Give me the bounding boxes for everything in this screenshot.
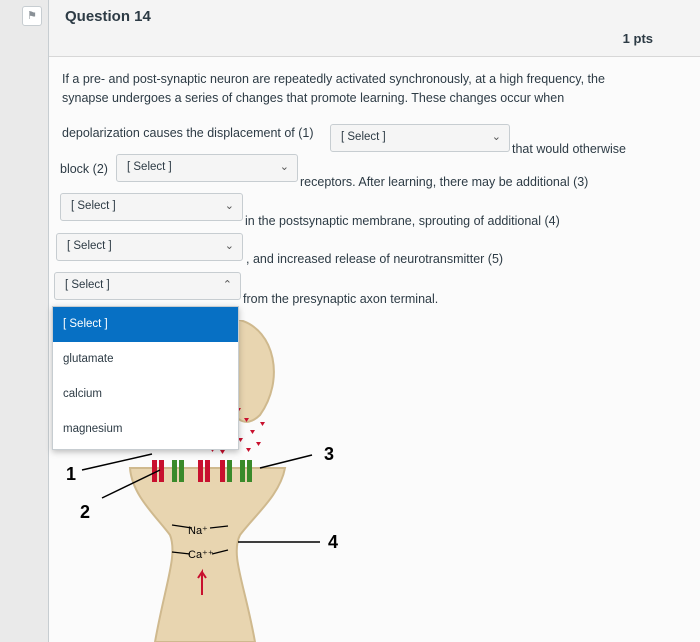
select-value: [ Select ] <box>67 240 112 252</box>
ca-label: Ca⁺⁺ <box>188 549 214 561</box>
chevron-down-icon: ⌄ <box>279 161 289 173</box>
na-label: Na⁺ <box>188 525 208 537</box>
answer-select-2[interactable] <box>116 154 298 182</box>
question-text-line: block (2) <box>60 162 108 176</box>
option-label: [ Select ] <box>63 318 108 330</box>
question-text-line: synapse undergoes a series of changes that promote learning. These changes occur when <box>62 91 565 105</box>
select-value: [ Select ] <box>127 161 172 173</box>
answer-select-1[interactable] <box>330 124 510 152</box>
option-label: glutamate <box>63 353 114 365</box>
question-text-line: in the postsynaptic membrane, sprouting of additional (4) <box>245 214 560 228</box>
chevron-down-icon: ⌄ <box>491 131 501 143</box>
question-text-line: If a pre- and post-synaptic neuron are repeatedly activated synchronously, at a high frequency, the <box>62 72 605 86</box>
option-label: calcium <box>63 388 102 400</box>
chevron-down-icon: ⌄ <box>224 200 234 212</box>
question-text-line: depolarization causes the displacement of (1) <box>62 126 314 140</box>
question-points: 1 pts <box>622 31 653 46</box>
option-select[interactable] <box>53 307 238 342</box>
select-value: [ Select ] <box>71 200 116 212</box>
select-value: [ Select ] <box>341 131 386 143</box>
select-options-list <box>52 306 239 450</box>
question-text-line: from the presynaptic axon terminal. <box>243 292 439 306</box>
figure-label-1: 1 <box>66 464 77 484</box>
answer-select-3[interactable] <box>60 193 243 221</box>
figure-label-2: 2 <box>80 502 91 522</box>
option-magnesium[interactable] <box>53 412 238 447</box>
chevron-down-icon: ⌄ <box>224 240 234 252</box>
question-header <box>49 0 700 57</box>
answer-select-5[interactable] <box>54 272 241 300</box>
option-glutamate[interactable] <box>53 342 238 377</box>
question-text-line: receptors. After learning, there may be additional (3) <box>300 175 589 189</box>
select-value: [ Select ] <box>65 279 110 291</box>
option-label: magnesium <box>63 423 123 435</box>
question-title: Question 14 <box>65 8 151 25</box>
question-text-line: that would otherwise <box>512 142 626 156</box>
figure-label-4: 4 <box>328 532 339 552</box>
chevron-up-icon: ⌃ <box>222 279 232 291</box>
flag-icon[interactable]: ⚑ <box>22 6 42 26</box>
option-calcium[interactable] <box>53 377 238 412</box>
figure-label-3: 3 <box>324 444 335 464</box>
question-text-line: , and increased release of neurotransmitter (5) <box>246 252 504 266</box>
answer-select-4[interactable] <box>56 233 243 261</box>
